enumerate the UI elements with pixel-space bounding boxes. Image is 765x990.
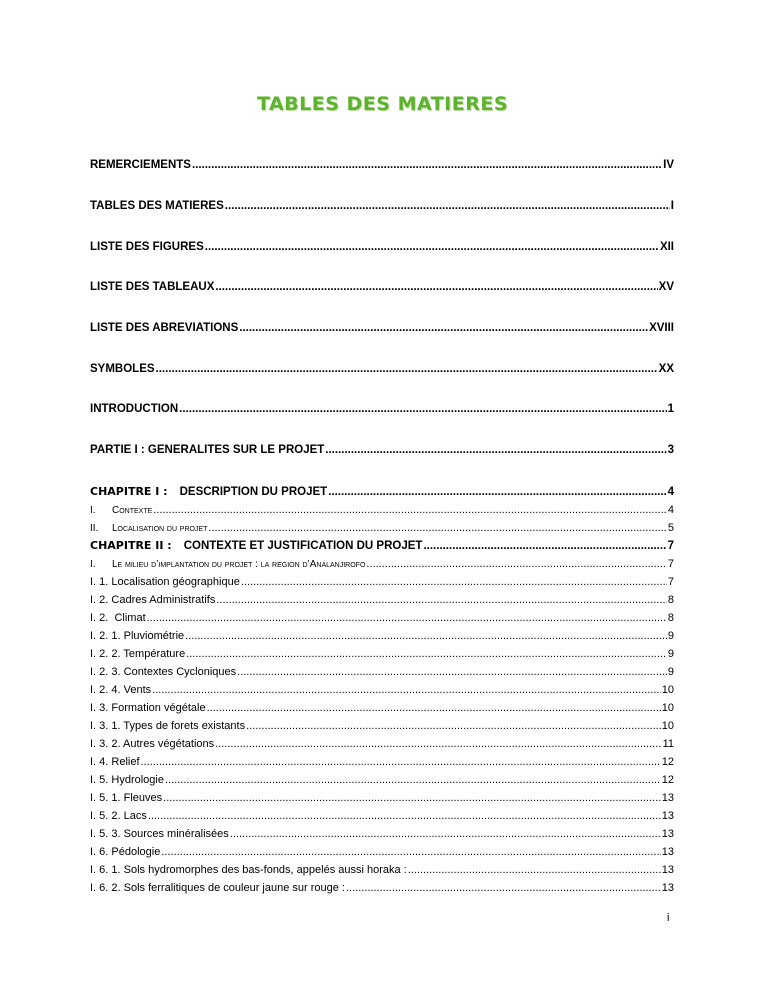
toc-entry-label: I. 5. 1. Fleuves xyxy=(90,792,163,804)
toc-page-number: 10 xyxy=(661,720,674,732)
leader-dots xyxy=(408,864,661,876)
toc-entry-label: I. 2. 1. Pluviométrie xyxy=(90,630,185,642)
toc-section-label xyxy=(90,505,152,516)
toc-entry-label: I. 5. Hydrologie xyxy=(90,774,164,786)
section-title: Contexte xyxy=(112,505,153,516)
leader-dots xyxy=(192,159,662,171)
toc-page-number: 8 xyxy=(667,612,674,624)
leader-dots xyxy=(215,738,661,750)
leader-dots xyxy=(156,363,658,375)
toc-entry-label: I. 5. 2. Lacs xyxy=(90,810,147,822)
toc-entry-liste-des-abreviations[interactable] xyxy=(90,322,674,334)
chapter-word: CHAPITRE I : xyxy=(90,485,168,498)
toc-page-number: 1 xyxy=(667,403,674,415)
page-title: TABLES DES MATIERES xyxy=(256,93,509,115)
toc-page-number: I xyxy=(670,200,674,212)
toc-section-milieu[interactable] xyxy=(90,558,674,570)
toc-chapter-label xyxy=(90,539,422,552)
toc-page-number: 13 xyxy=(661,828,674,840)
leader-dots xyxy=(225,200,670,212)
toc-chapter-1[interactable] xyxy=(90,485,674,498)
leader-dots xyxy=(346,882,661,894)
toc-subentry[interactable] xyxy=(90,738,674,750)
leader-dots xyxy=(215,281,657,293)
toc-page-number: 12 xyxy=(661,774,674,786)
leader-dots xyxy=(216,594,667,606)
toc-entry-label: I. 2. Cadres Administratifs xyxy=(90,594,216,606)
leader-dots xyxy=(208,522,666,534)
toc-page-number: 13 xyxy=(661,846,674,858)
toc-entry-label: LISTE DES ABREVIATIONS xyxy=(90,322,239,334)
toc-page-number: 4 xyxy=(667,504,674,516)
toc-subentry[interactable] xyxy=(90,882,674,894)
toc-entry-label: INTRODUCTION xyxy=(90,403,179,415)
leader-dots xyxy=(423,540,666,552)
toc-page-number: 9 xyxy=(667,666,674,678)
toc-page-number: 7 xyxy=(667,540,674,552)
toc-entry-label: LISTE DES TABLEAUX xyxy=(90,281,215,293)
section-number: I. xyxy=(90,505,96,516)
toc-entry-liste-des-figures[interactable] xyxy=(90,241,674,253)
toc-entry-label: REMERCIEMENTS xyxy=(90,159,191,171)
leader-dots xyxy=(179,403,666,415)
leader-dots xyxy=(205,241,659,253)
section-number: II. xyxy=(90,523,99,534)
chapter-title: CONTEXTE ET JUSTIFICATION DU PROJET xyxy=(183,540,423,552)
leader-dots xyxy=(152,684,661,696)
leader-dots xyxy=(153,504,667,516)
toc-entry-label: SYMBOLES xyxy=(90,363,155,375)
toc-entry-partie-i[interactable] xyxy=(90,444,674,456)
toc-page-number: 13 xyxy=(661,864,674,876)
leader-dots xyxy=(165,774,661,786)
toc-subentry[interactable] xyxy=(90,576,674,588)
toc-page-number: 11 xyxy=(662,738,674,750)
toc-entry-label: I. 4. Relief xyxy=(90,756,140,768)
toc-entry-label: I. 1. Localisation géographique xyxy=(90,576,240,588)
leader-dots xyxy=(328,486,666,498)
chapter-title: DESCRIPTION DU PROJET xyxy=(179,486,328,498)
toc-entry-label: TABLES DES MATIERES xyxy=(90,200,224,212)
toc-subentry[interactable] xyxy=(90,828,674,840)
toc-subentry[interactable] xyxy=(90,810,674,822)
toc-page-number: XX xyxy=(658,363,674,375)
toc-subentry[interactable] xyxy=(90,774,674,786)
section-title: Localisation du projet xyxy=(112,523,208,534)
toc-page-number: IV xyxy=(663,159,674,171)
toc-subentry[interactable] xyxy=(90,702,674,714)
toc-page-number: 9 xyxy=(667,648,674,660)
leader-dots xyxy=(141,756,661,768)
toc-entry-label: PARTIE I : GENERALITES SUR LE PROJET xyxy=(90,444,325,456)
toc-entry-introduction[interactable] xyxy=(90,403,674,415)
leader-dots xyxy=(241,576,667,588)
leader-dots xyxy=(185,630,667,642)
toc-subentry[interactable] xyxy=(90,846,674,858)
toc-page-number: 5 xyxy=(667,522,674,534)
toc-entry-label: I. 2. Climat xyxy=(90,612,146,624)
toc-entry-liste-des-tableaux[interactable] xyxy=(90,281,674,293)
leader-dots xyxy=(163,792,661,804)
toc-entry-label: I. 2. 3. Contextes Cycloniques xyxy=(90,666,237,678)
toc-page-number: 10 xyxy=(661,684,674,696)
toc-subentry[interactable] xyxy=(90,720,674,732)
toc-page-number: XII xyxy=(659,241,674,253)
leader-dots xyxy=(148,810,661,822)
section-number: I. xyxy=(90,559,96,570)
toc-page-number: 7 xyxy=(667,558,674,570)
toc-entry-label: I. 3. Formation végétale xyxy=(90,702,206,714)
leader-dots xyxy=(161,846,660,858)
leader-dots xyxy=(246,720,661,732)
toc-subentry[interactable] xyxy=(90,612,674,624)
toc-subentry[interactable] xyxy=(90,756,674,768)
toc-entry-label: I. 6. 2. Sols ferralitiques de couleur jaune sur rouge : xyxy=(90,882,345,894)
toc-subentry[interactable] xyxy=(90,792,674,804)
leader-dots xyxy=(239,322,648,334)
toc-page-number: XVIII xyxy=(649,322,674,334)
leader-dots xyxy=(186,648,667,660)
leader-dots xyxy=(230,828,661,840)
toc-subentry[interactable] xyxy=(90,630,674,642)
leader-dots xyxy=(366,558,666,570)
toc-entry-label: I. 5. 3. Sources minéralisées xyxy=(90,828,229,840)
leader-dots xyxy=(237,666,667,678)
toc-entry-label: I. 2. 2. Température xyxy=(90,648,186,660)
toc-entry-label: I. 6. 1. Sols hydromorphes des bas-fonds, appelés aussi horaka : xyxy=(90,864,407,876)
toc-section-label xyxy=(90,559,365,570)
toc-section-label xyxy=(90,523,207,534)
chapter-word: CHAPITRE II : xyxy=(90,539,172,552)
toc-chapter-2[interactable] xyxy=(90,539,674,552)
toc-page-number: 9 xyxy=(667,630,674,642)
toc-page-number: 8 xyxy=(667,594,674,606)
toc-page-number: 12 xyxy=(661,756,674,768)
toc-entry-label: I. 3. 1. Types de forets existants xyxy=(90,720,246,732)
toc-page-number: 4 xyxy=(667,486,674,498)
toc-page-number: 10 xyxy=(661,702,674,714)
leader-dots xyxy=(207,702,661,714)
section-title: Le milieu d’implantation du projet : la region d’Analanjirofo xyxy=(112,559,366,570)
toc-subentry[interactable] xyxy=(90,648,674,660)
toc-entry-label: I. 6. Pédologie xyxy=(90,846,161,858)
toc-page-number: 3 xyxy=(667,444,674,456)
toc-entry-tables-des-matieres[interactable] xyxy=(90,200,674,212)
toc-page-number: XV xyxy=(658,281,674,293)
toc-entry-label: I. 3. 2. Autres végétations xyxy=(90,738,215,750)
toc-subentry[interactable] xyxy=(90,594,674,606)
toc-entry-symboles[interactable] xyxy=(90,363,674,375)
toc-section-localisation[interactable] xyxy=(90,522,674,534)
toc-page-number: 13 xyxy=(661,792,674,804)
toc-page-number: 13 xyxy=(661,810,674,822)
toc-entry-label: I. 2. 4. Vents xyxy=(90,684,152,696)
toc-page-number: 7 xyxy=(667,576,674,588)
page-folio: i xyxy=(667,912,670,924)
toc-entry-remerciements[interactable] xyxy=(90,159,674,171)
leader-dots xyxy=(147,612,667,624)
leader-dots xyxy=(325,444,666,456)
toc-chapter-label xyxy=(90,485,327,498)
toc-subentry[interactable] xyxy=(90,864,674,876)
toc-entry-label: LISTE DES FIGURES xyxy=(90,241,204,253)
toc-subentry[interactable] xyxy=(90,666,674,678)
toc-page-number: 13 xyxy=(661,882,674,894)
toc-section-contexte[interactable] xyxy=(90,504,674,516)
toc-subentry[interactable] xyxy=(90,684,674,696)
